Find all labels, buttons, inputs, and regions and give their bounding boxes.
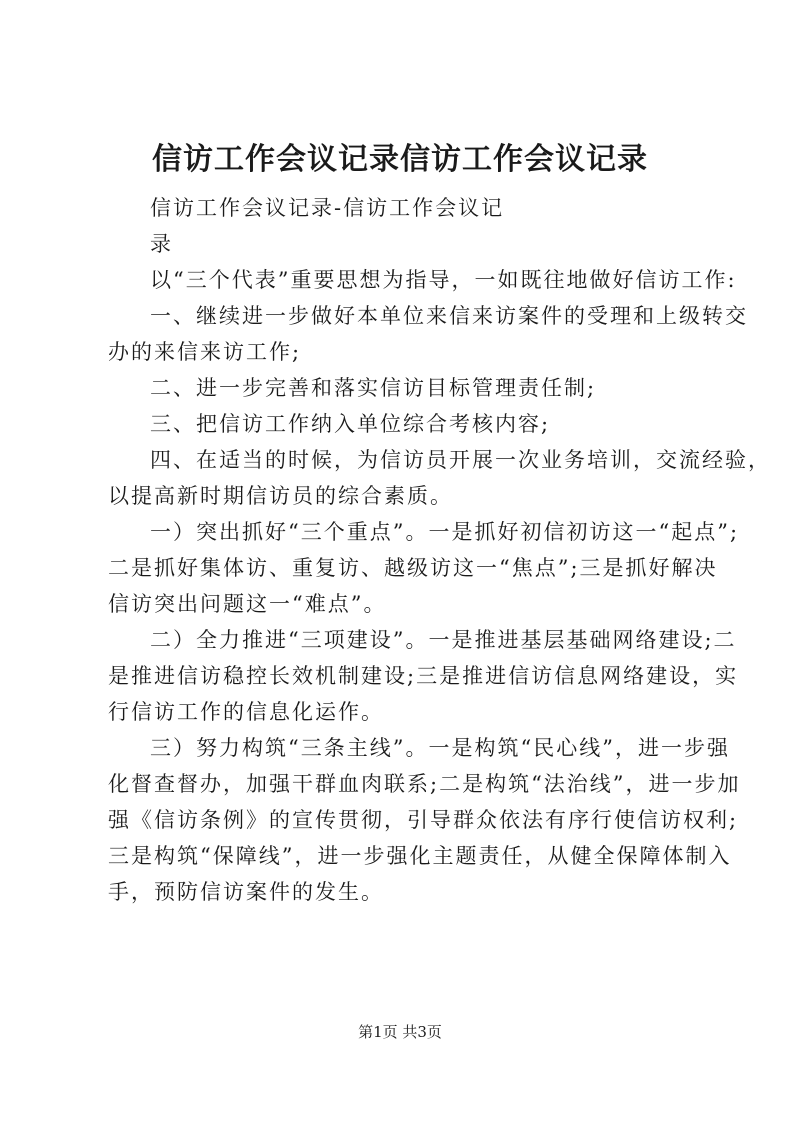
paragraph bbox=[108, 298, 748, 370]
subtitle-line: 信访工作会议记录-信访工作会议记 bbox=[150, 196, 505, 220]
paragraph-line: 办的来信来访工作; bbox=[108, 340, 302, 364]
paragraph bbox=[108, 514, 740, 622]
paragraph-line: 是推进信访稳控长效机制建设;三是推进信访信息网络建设，实 bbox=[108, 664, 739, 688]
paragraph-line: 信访突出问题这一“难点”。 bbox=[108, 592, 387, 616]
subtitle-line: 录 bbox=[150, 232, 173, 256]
paragraph-line: 二是抓好集体访、重复访、越级访这一“焦点”;三是抓好解决 bbox=[108, 556, 718, 580]
paragraph-line: 三、把信访工作纳入单位综合考核内容; bbox=[150, 412, 551, 436]
paragraph-line: 四、在适当的时候，为信访员开展一次业务培训，交流经验， bbox=[150, 448, 771, 472]
paragraph-line: 二、进一步完善和落实信访目标管理责任制; bbox=[150, 376, 597, 400]
paragraph-line: 一、继续进一步做好本单位来信来访案件的受理和上级转交 bbox=[150, 304, 748, 328]
paragraph-line: 三是构筑“保障线”，进一步强化主题责任，从健全保障体制入 bbox=[108, 844, 732, 868]
document-title: 信访工作会议记录信访工作会议记录 bbox=[152, 142, 648, 177]
subtitle-paragraph bbox=[108, 190, 708, 262]
paragraph-line: 以“三个代表”重要思想为指导，一如既往地做好信访工作: bbox=[150, 268, 737, 292]
paragraph bbox=[108, 262, 737, 298]
paragraph-line: 强《信访条例》的宣传贯彻，引导群众依法有序行使信访权利; bbox=[108, 808, 739, 832]
paragraph bbox=[108, 370, 708, 406]
paragraph-line: 一）突出抓好“三个重点”。一是抓好初信初访这一“起点”; bbox=[150, 520, 740, 544]
page-footer: 第1页 共3页 bbox=[358, 1023, 442, 1041]
paragraph-line: 行信访工作的信息化运作。 bbox=[108, 700, 384, 724]
paragraph bbox=[108, 406, 708, 442]
paragraph bbox=[108, 622, 739, 730]
paragraph-line: 三）努力构筑“三条主线”。一是构筑“民心线”，进一步强 bbox=[150, 736, 730, 760]
document-body bbox=[108, 190, 771, 910]
paragraph-line: 二）全力推进“三项建设”。一是推进基层基础网络建设;二 bbox=[150, 628, 737, 652]
paragraph-line: 手，预防信访案件的发生。 bbox=[108, 880, 384, 904]
paragraph bbox=[108, 730, 741, 910]
paragraph-line: 以提高新时期信访员的综合素质。 bbox=[108, 484, 453, 508]
paragraph bbox=[108, 442, 771, 514]
paragraph-line: 化督查督办，加强干群血肉联系;二是构筑“法治线”，进一步加 bbox=[108, 772, 741, 796]
